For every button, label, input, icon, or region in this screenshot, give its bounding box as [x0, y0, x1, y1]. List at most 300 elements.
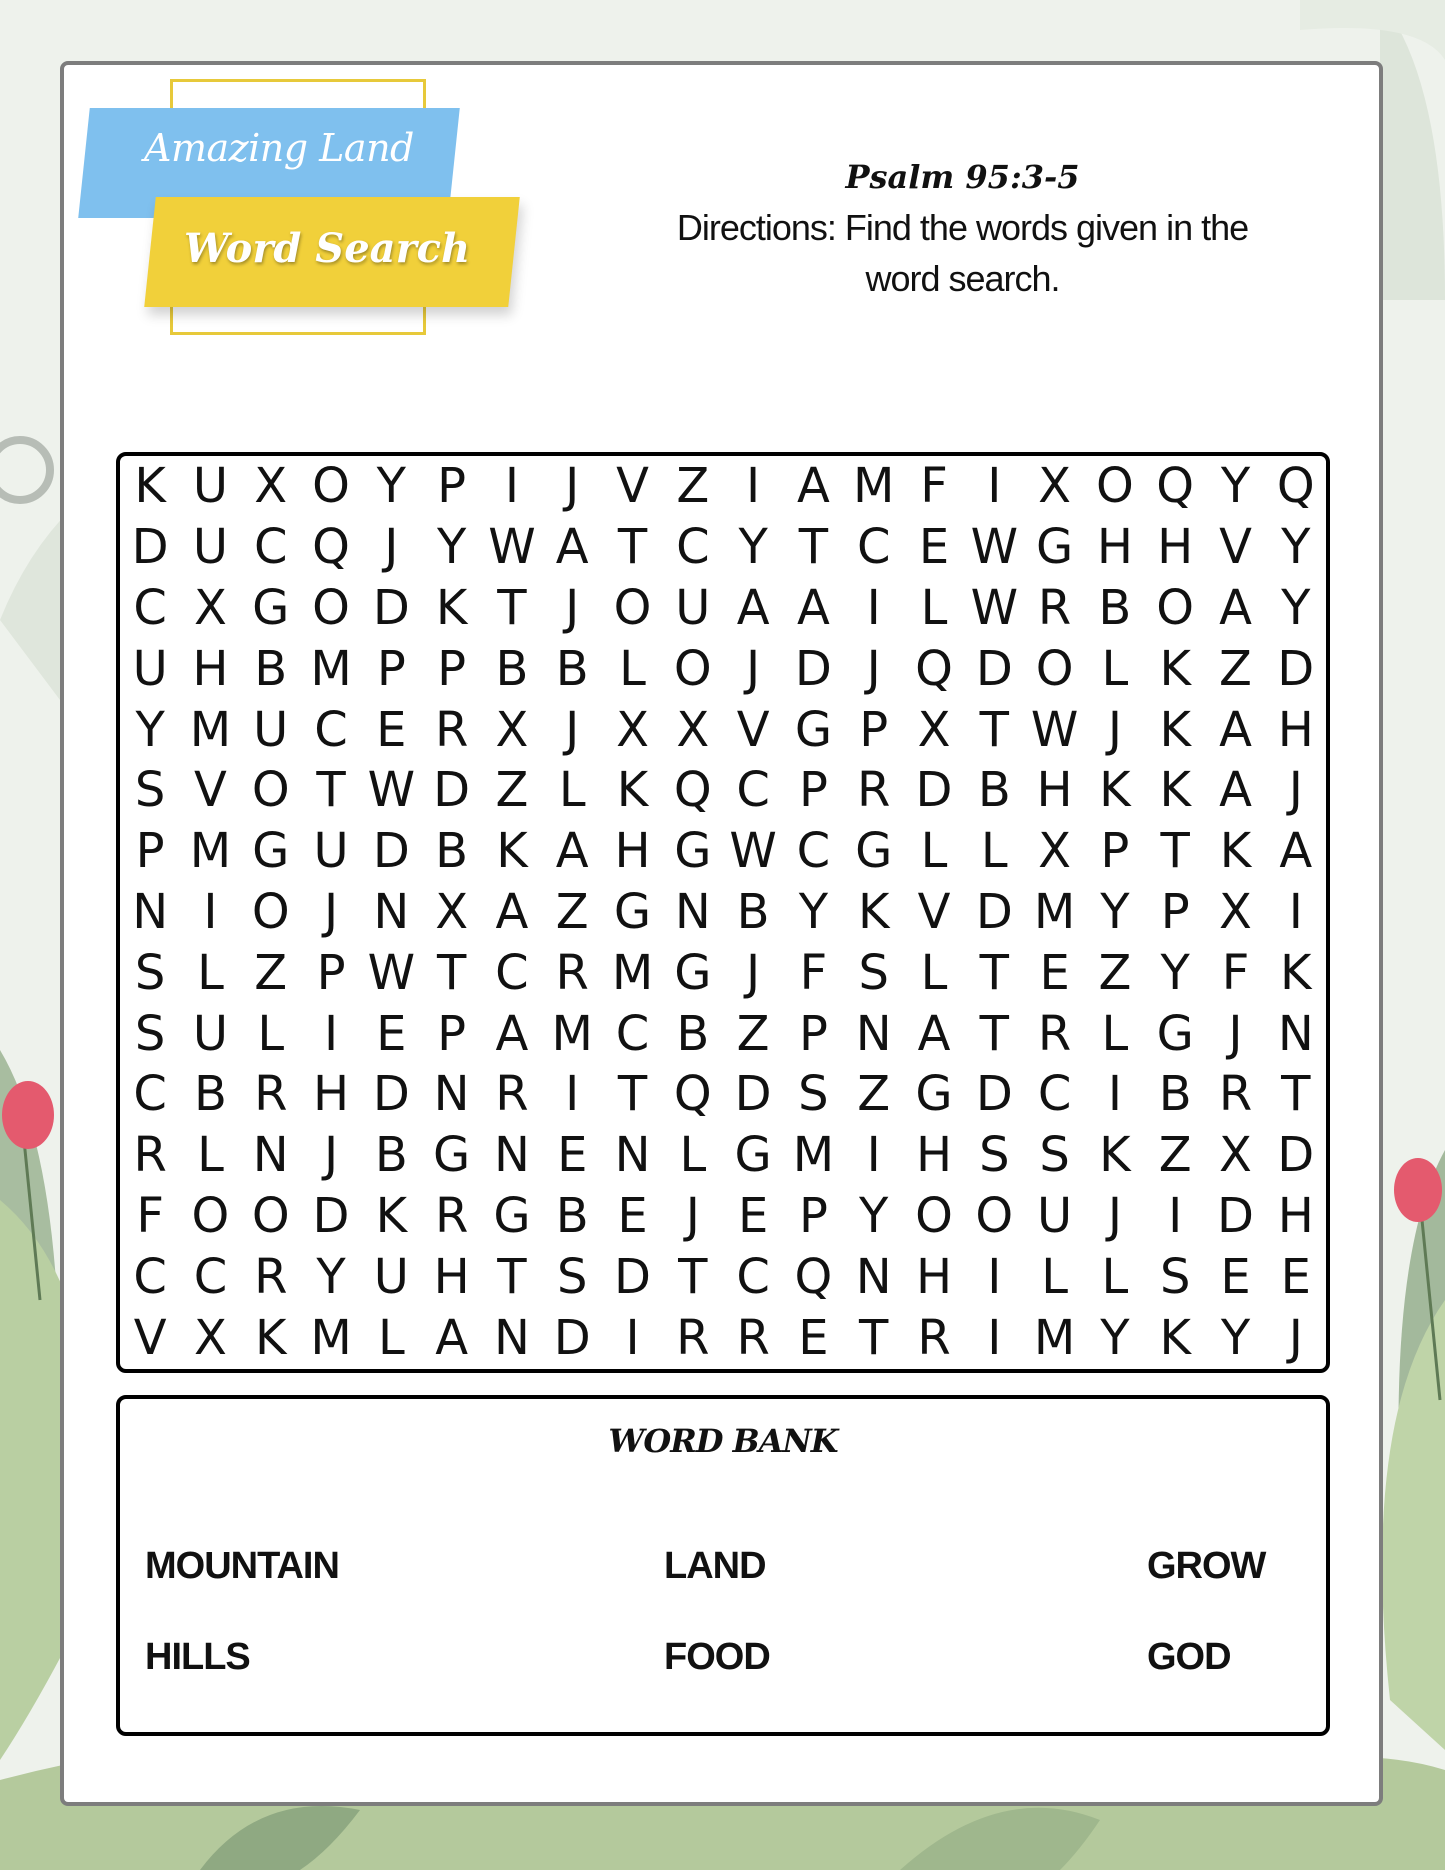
grid-letter: B: [1158, 1066, 1192, 1123]
grid-letter: W: [367, 944, 416, 1001]
grid-letter: H: [1036, 762, 1073, 819]
grid-letter: K: [1159, 762, 1191, 819]
grid-letter: R: [917, 1309, 951, 1366]
grid-letter: Z: [555, 883, 589, 940]
grid-letter: T: [859, 1309, 889, 1366]
grid-letter: T: [979, 1005, 1009, 1062]
grid-letter: R: [676, 1309, 710, 1366]
grid-letter: B: [435, 823, 469, 880]
grid-letter: F: [920, 458, 948, 515]
grid-letter: G: [252, 579, 290, 636]
grid-letter: G: [915, 1066, 953, 1123]
grid-letter: K: [375, 1187, 408, 1244]
grid-letter: J: [1107, 1187, 1122, 1244]
word-bank-item: LAND: [664, 1545, 766, 1587]
grid-letter: C: [133, 1248, 167, 1305]
grid-letter: B: [374, 1127, 408, 1184]
grid-letter: W: [367, 762, 416, 819]
grid-letter: B: [977, 762, 1011, 819]
grid-letter: B: [676, 1005, 710, 1062]
grid-letter: T: [979, 701, 1009, 758]
grid-letter: B: [736, 883, 770, 940]
grid-letter: C: [253, 519, 288, 576]
grid-letter: E: [918, 519, 950, 576]
grid-letter: M: [792, 1127, 835, 1184]
grid-letter: E: [1220, 1248, 1251, 1305]
grid-letter: T: [678, 1248, 708, 1305]
grid-letter: S: [979, 1127, 1010, 1184]
grid-letter: V: [133, 1309, 167, 1366]
grid-letter: U: [373, 1248, 409, 1305]
grid-letter: D: [312, 1187, 350, 1244]
grid-letter: I: [1168, 1187, 1183, 1244]
word-bank-item: FOOD: [664, 1636, 770, 1678]
grid-letter: I: [565, 1066, 580, 1123]
grid-letter: C: [856, 519, 891, 576]
grid-letter: J: [866, 640, 881, 697]
grid-letter: G: [493, 1187, 531, 1244]
grid-letter: C: [133, 579, 167, 636]
grid-letter: M: [310, 640, 352, 697]
grid-letter: L: [558, 762, 586, 819]
grid-letter: J: [1288, 762, 1303, 819]
grid-letter: O: [312, 458, 350, 515]
grid-letter: K: [255, 1309, 287, 1366]
grid-letter: J: [746, 944, 761, 1001]
grid-letter: T: [497, 1248, 527, 1305]
grid-letter: T: [979, 944, 1009, 1001]
grid-letter: L: [1101, 1005, 1129, 1062]
grid-letter: A: [555, 823, 589, 880]
grid-letter: N: [614, 1127, 651, 1184]
grid-letter: H: [1277, 1187, 1314, 1244]
grid-letter: R: [254, 1066, 288, 1123]
grid-letter: D: [614, 1248, 651, 1305]
grid-letter: Z: [676, 458, 710, 515]
grid-letter: K: [857, 883, 890, 940]
grid-letter: U: [313, 823, 349, 880]
grid-letter: M: [853, 458, 895, 515]
grid-letter: D: [734, 1066, 772, 1123]
grid-letter: V: [1219, 519, 1252, 576]
grid-letter: G: [252, 823, 290, 880]
grid-letter: R: [1218, 1066, 1253, 1123]
grid-letter: W: [729, 823, 777, 880]
grid-letter: C: [495, 944, 529, 1001]
grid-letter: U: [192, 1005, 229, 1062]
grid-letter: R: [495, 1066, 529, 1123]
grid-letter: A: [736, 579, 770, 636]
grid-letter: C: [193, 1248, 228, 1305]
grid-letter: O: [673, 640, 712, 697]
grid-letter: H: [312, 1066, 350, 1123]
grid-letter: J: [746, 640, 761, 697]
grid-letter: L: [920, 579, 948, 636]
grid-letter: K: [1099, 1127, 1131, 1184]
grid-letter: J: [1107, 701, 1122, 758]
grid-letter: A: [1279, 823, 1313, 880]
grid-letter: D: [1217, 1187, 1254, 1244]
word-bank-item: GOD: [1147, 1636, 1231, 1678]
grid-letter: G: [1036, 519, 1074, 576]
grid-letter: C: [676, 519, 710, 576]
word-search-grid: [120, 456, 1326, 1369]
directions-line-2: word search.: [865, 258, 1060, 299]
grid-letter: N: [493, 1127, 530, 1184]
grid-letter: H: [1157, 519, 1194, 576]
grid-letter: I: [1288, 883, 1303, 940]
grid-letter: Q: [673, 762, 712, 819]
grid-letter: L: [377, 1309, 405, 1366]
grid-letter: X: [254, 458, 288, 515]
grid-letter: I: [866, 579, 881, 636]
word-bank-item: HILLS: [145, 1636, 250, 1678]
grid-letter: J: [565, 458, 580, 515]
grid-letter: A: [435, 1309, 469, 1366]
grid-letter: L: [920, 944, 948, 1001]
grid-letter: X: [194, 1309, 227, 1366]
grid-letter: L: [980, 823, 1008, 880]
grid-letter: M: [189, 823, 232, 880]
grid-letter: O: [251, 883, 290, 940]
grid-letter: A: [1219, 579, 1252, 636]
grid-letter: O: [915, 1187, 953, 1244]
grid-letter: J: [685, 1187, 700, 1244]
directions-line-1: Directions: Find the words given in the: [676, 207, 1249, 248]
grid-letter: V: [616, 458, 649, 515]
grid-letter: L: [1101, 1248, 1129, 1305]
grid-letter: Q: [1156, 458, 1195, 515]
grid-letter: C: [736, 1248, 770, 1305]
grid-letter: J: [1228, 1005, 1243, 1062]
grid-letter: D: [1277, 640, 1315, 697]
grid-letter: L: [619, 640, 646, 697]
grid-letter: C: [736, 762, 770, 819]
grid-letter: X: [1038, 458, 1072, 515]
grid-letter: X: [676, 701, 710, 758]
grid-letter: D: [1277, 1127, 1315, 1184]
grid-letter: X: [194, 579, 227, 636]
grid-letter: O: [1096, 458, 1134, 515]
grid-letter: Z: [1219, 640, 1252, 697]
grid-letter: Y: [1160, 944, 1190, 1001]
grid-letter: I: [203, 883, 218, 940]
grid-letter: L: [679, 1127, 707, 1184]
grid-letter: P: [135, 823, 165, 880]
grid-letter: C: [314, 701, 348, 758]
grid-letter: Z: [495, 762, 529, 819]
grid-letter: I: [504, 458, 519, 515]
grid-letter: O: [251, 1187, 290, 1244]
grid-letter: D: [372, 579, 410, 636]
grid-letter: L: [197, 1127, 224, 1184]
grid-letter: P: [859, 701, 889, 758]
grid-letter: E: [557, 1127, 588, 1184]
grid-letter: X: [1219, 1127, 1252, 1184]
grid-letter: P: [437, 458, 467, 515]
grid-letter: T: [1281, 1066, 1311, 1123]
grid-letter: L: [197, 944, 224, 1001]
grid-letter: I: [987, 458, 1002, 515]
grid-letter: N: [252, 1127, 289, 1184]
grid-letter: Y: [798, 883, 829, 940]
grid-letter: A: [1219, 762, 1252, 819]
grid-letter: C: [1037, 1066, 1072, 1123]
grid-letter: H: [1277, 701, 1314, 758]
grid-letter: C: [133, 1066, 167, 1123]
grid-letter: D: [794, 640, 832, 697]
grid-letter: T: [1160, 823, 1190, 880]
grid-letter: K: [616, 762, 649, 819]
grid-letter: T: [436, 944, 467, 1001]
grid-letter: Y: [135, 701, 165, 758]
grid-letter: S: [134, 944, 166, 1001]
grid-letter: P: [316, 944, 346, 1001]
grid-letter: Q: [794, 1248, 833, 1305]
grid-letter: S: [134, 762, 166, 819]
grid-letter: B: [555, 640, 589, 697]
grid-letter: P: [1160, 883, 1190, 940]
grid-letter: Z: [736, 1005, 770, 1062]
grid-letter: R: [857, 762, 891, 819]
grid-letter: G: [613, 883, 652, 940]
grid-letter: Y: [1281, 519, 1311, 576]
grid-letter: P: [376, 640, 406, 697]
banner-title-top: Amazing Land: [144, 126, 414, 170]
grid-letter: Z: [254, 944, 288, 1001]
grid-letter: Q: [673, 1066, 712, 1123]
grid-letter: D: [975, 640, 1013, 697]
grid-letter: Q: [1276, 458, 1315, 515]
grid-letter: K: [1159, 1309, 1191, 1366]
grid-letter: T: [617, 1066, 648, 1123]
grid-letter: T: [316, 762, 346, 819]
grid-letter: D: [131, 519, 169, 576]
grid-letter: I: [323, 1005, 339, 1062]
grid-letter: A: [495, 1005, 529, 1062]
grid-letter: G: [1156, 1005, 1194, 1062]
grid-letter: P: [437, 640, 467, 697]
grid-letter: Y: [1100, 883, 1130, 940]
grid-letter: P: [1100, 823, 1130, 880]
grid-letter: O: [1035, 640, 1074, 697]
grid-letter: E: [376, 701, 407, 758]
grid-letter: J: [384, 519, 399, 576]
grid-letter: I: [1107, 1066, 1122, 1123]
grid-letter: M: [611, 944, 654, 1001]
grid-letter: I: [625, 1309, 640, 1366]
grid-letter: M: [310, 1309, 352, 1366]
grid-letter: U: [253, 701, 289, 758]
grid-letter: B: [495, 640, 529, 697]
grid-letter: X: [435, 883, 469, 940]
grid-letter: U: [192, 458, 229, 515]
grid-letter: U: [1037, 1187, 1073, 1244]
grid-letter: O: [251, 762, 290, 819]
grid-letter: K: [1219, 823, 1252, 880]
grid-letter: S: [1039, 1127, 1070, 1184]
grid-letter: X: [1219, 883, 1252, 940]
grid-letter: B: [555, 1187, 589, 1244]
word-bank-item: MOUNTAIN: [145, 1545, 339, 1587]
grid-letter: E: [798, 1309, 829, 1366]
grid-letter: H: [915, 1127, 953, 1184]
header-instructions: [640, 158, 1285, 304]
grid-letter: S: [858, 944, 889, 1001]
grid-letter: H: [433, 1248, 470, 1305]
grid-letter: R: [736, 1309, 770, 1366]
grid-letter: G: [433, 1127, 471, 1184]
grid-letter: G: [855, 823, 893, 880]
grid-letter: K: [496, 823, 528, 880]
word-bank-title: WORD BANK: [608, 1422, 838, 1460]
grid-letter: B: [254, 640, 288, 697]
grid-letter: K: [1280, 944, 1312, 1001]
grid-letter: K: [1159, 701, 1191, 758]
grid-letter: I: [866, 1127, 881, 1184]
grid-letter: R: [555, 944, 589, 1001]
grid-letter: C: [615, 1005, 650, 1062]
grid-letter: J: [565, 701, 580, 758]
grid-letter: N: [493, 1309, 530, 1366]
grid-letter: O: [975, 1187, 1014, 1244]
grid-letter: Y: [1100, 1309, 1130, 1366]
grid-letter: U: [132, 640, 168, 697]
grid-letter: B: [193, 1066, 227, 1123]
grid-letter: M: [551, 1005, 593, 1062]
grid-letter: A: [917, 1005, 951, 1062]
grid-letter: E: [1039, 944, 1070, 1001]
grid-letter: V: [917, 883, 951, 940]
grid-letter: Z: [1098, 944, 1132, 1001]
grid-letter: I: [987, 1309, 1002, 1366]
grid-letter: J: [1288, 1309, 1303, 1366]
grid-letter: K: [1159, 640, 1191, 697]
grid-letter: T: [497, 579, 527, 636]
grid-letter: T: [617, 519, 648, 576]
grid-letter: L: [1041, 1248, 1068, 1305]
grid-letter: M: [189, 701, 232, 758]
grid-letter: J: [323, 883, 339, 940]
grid-letter: K: [435, 579, 468, 636]
grid-letter: H: [915, 1248, 953, 1305]
grid-letter: W: [488, 519, 536, 576]
grid-letter: Y: [1220, 458, 1251, 515]
grid-letter: N: [373, 883, 410, 940]
grid-letter: N: [433, 1066, 470, 1123]
grid-letter: X: [917, 701, 951, 758]
grid-letter: F: [799, 944, 828, 1001]
grid-letter: O: [191, 1187, 230, 1244]
grid-letter: P: [798, 1005, 828, 1062]
grid-letter: V: [736, 701, 770, 758]
grid-letter: P: [437, 1005, 467, 1062]
grid-letter: J: [323, 1127, 339, 1184]
grid-letter: K: [134, 458, 166, 515]
grid-letter: D: [372, 1066, 410, 1123]
grid-letter: D: [553, 1309, 591, 1366]
grid-letter: S: [798, 1066, 829, 1123]
grid-letter: S: [134, 1005, 166, 1062]
grid-letter: G: [674, 944, 712, 1001]
grid-letter: O: [1156, 579, 1195, 636]
grid-letter: D: [975, 1066, 1013, 1123]
grid-letter: N: [855, 1248, 892, 1305]
grid-letter: S: [1159, 1248, 1191, 1305]
grid-letter: Y: [316, 1248, 346, 1305]
grid-letter: R: [434, 701, 469, 758]
grid-letter: F: [136, 1187, 164, 1244]
word-bank-item: GROW: [1147, 1545, 1266, 1587]
grid-letter: R: [133, 1127, 167, 1184]
grid-letter: O: [312, 579, 350, 636]
grid-letter: O: [613, 579, 652, 636]
banner-title-bottom: Word Search: [184, 225, 471, 272]
grid-letter: U: [675, 579, 711, 636]
grid-letter: P: [798, 1187, 828, 1244]
grid-letter: Z: [857, 1066, 891, 1123]
grid-letter: I: [987, 1248, 1002, 1305]
grid-letter: D: [433, 762, 471, 819]
grid-letter: R: [434, 1187, 469, 1244]
grid-letter: R: [1037, 1005, 1072, 1062]
grid-letter: N: [855, 1005, 892, 1062]
grid-letter: X: [1038, 823, 1072, 880]
grid-letter: X: [495, 701, 529, 758]
grid-letter: H: [192, 640, 229, 697]
grid-letter: H: [614, 823, 651, 880]
grid-letter: D: [915, 762, 953, 819]
grid-letter: E: [617, 1187, 648, 1244]
grid-letter: Y: [1281, 579, 1311, 636]
grid-letter: C: [796, 823, 831, 880]
grid-letter: N: [1277, 1005, 1314, 1062]
grid-letter: X: [616, 701, 649, 758]
grid-letter: L: [1101, 640, 1129, 697]
grid-letter: Y: [1220, 1309, 1251, 1366]
grid-letter: Y: [376, 458, 406, 515]
grid-letter: V: [194, 762, 227, 819]
grid-letter: J: [565, 579, 580, 636]
grid-letter: Z: [1158, 1127, 1192, 1184]
grid-letter: B: [1098, 579, 1132, 636]
grid-letter: F: [1221, 944, 1250, 1001]
grid-letter: D: [372, 823, 410, 880]
grid-letter: H: [1096, 519, 1133, 576]
grid-letter: I: [746, 458, 761, 515]
grid-letter: Q: [915, 640, 953, 697]
grid-letter: N: [132, 883, 169, 940]
grid-letter: W: [1030, 701, 1079, 758]
grid-letter: L: [920, 823, 948, 880]
grid-letter: A: [796, 458, 830, 515]
grid-letter: S: [556, 1248, 588, 1305]
grid-letter: A: [796, 579, 830, 636]
grid-letter: D: [975, 883, 1013, 940]
grid-letter: A: [555, 519, 589, 576]
grid-letter: R: [254, 1248, 288, 1305]
scripture-reference: Psalm 95:3-5: [845, 158, 1080, 196]
grid-letter: R: [1037, 579, 1072, 636]
grid-letter: E: [376, 1005, 407, 1062]
grid-letter: P: [798, 762, 828, 819]
grid-letter: G: [794, 701, 833, 758]
grid-letter: Y: [436, 519, 467, 576]
grid-letter: A: [1219, 701, 1252, 758]
grid-letter: E: [1280, 1248, 1311, 1305]
grid-letter: Y: [859, 1187, 889, 1244]
grid-letter: W: [970, 579, 1019, 636]
